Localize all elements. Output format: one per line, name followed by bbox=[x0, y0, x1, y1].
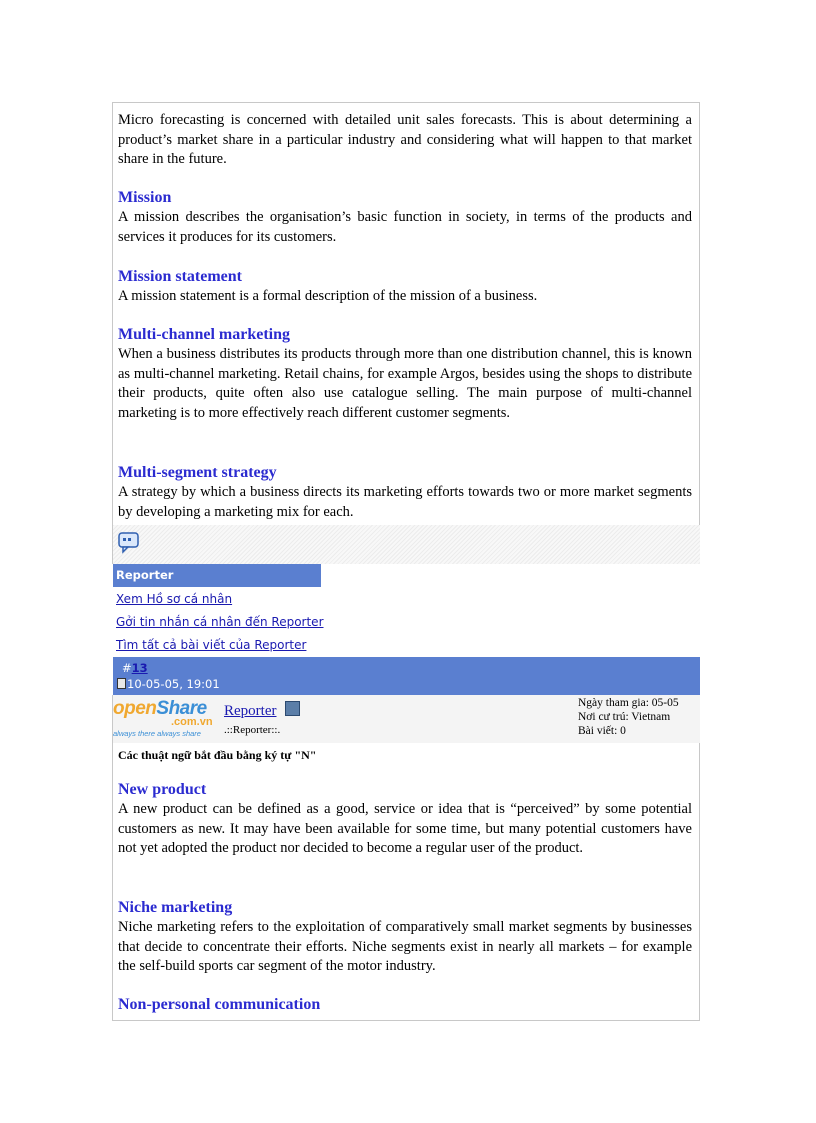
post-number: #13 bbox=[122, 661, 148, 675]
post-date: 10-05-05, 19:01 bbox=[117, 677, 220, 691]
term-entry bbox=[118, 780, 692, 859]
post-icon bbox=[117, 678, 126, 689]
view-profile-link[interactable]: Xem Hồ sơ cá nhân bbox=[116, 592, 233, 606]
post-permalink[interactable]: 13 bbox=[131, 661, 148, 675]
term-definition: A strategy by which a business directs its marketing efforts towards two or more market segments by developing a marketing mix for each. bbox=[118, 484, 692, 520]
post-subject: Các thuật ngữ bắt đầu bằng ký tự "N" bbox=[118, 748, 317, 762]
term-entry bbox=[118, 267, 692, 307]
username-link[interactable]: Reporter bbox=[224, 703, 277, 719]
term-definition: Niche marketing refers to the exploitation of comparatively small market segments by businesses that decide to concentrate their efforts. Niche segments exist in nearly all markets – for example the self-build sports car segment of the motor industry. bbox=[118, 919, 692, 974]
term-definition: A mission statement is a formal description of the mission of a business. bbox=[118, 288, 538, 304]
term-entry bbox=[118, 463, 692, 522]
term-definition: When a business distributes its products through more than one distribution channel, this is known as multi-channel marketing. Retail chains, for example Argos, besides using the shops to distribute their products, quite often also use catalogue selling. The main purpose of multi-channel marketing is to more effectively reach different customer segments. bbox=[118, 346, 692, 421]
term-heading: Mission statement bbox=[118, 268, 242, 285]
reporter-menu-header: Reporter bbox=[113, 564, 321, 587]
join-date: Ngày tham gia: 05-05 bbox=[578, 697, 679, 709]
term-entry bbox=[118, 995, 692, 1015]
term-entry bbox=[118, 325, 692, 423]
send-private-message-link[interactable]: Gởi tin nhắn cá nhân đến Reporter bbox=[116, 615, 324, 629]
term-heading: Multi-segment strategy bbox=[118, 464, 277, 481]
term-entry bbox=[118, 188, 692, 247]
term-heading: Non-personal communication bbox=[118, 996, 321, 1013]
intro-paragraph bbox=[118, 111, 692, 170]
term-heading: Niche marketing bbox=[118, 899, 233, 916]
site-logo: openShare .com.vn always there always share bbox=[113, 698, 213, 738]
term-heading: Mission bbox=[118, 189, 172, 206]
post-footer-bar bbox=[113, 525, 700, 564]
quote-reply-icon[interactable] bbox=[118, 532, 140, 554]
post-count: Bài viết: 0 bbox=[578, 725, 626, 737]
term-entry bbox=[118, 898, 692, 977]
term-heading: Multi-channel marketing bbox=[118, 326, 290, 343]
intro-text: Micro forecasting is concerned with detailed unit sales forecasts. This is about determining a product’s market share in a particular industry and considering what will happen to that market share in the future. bbox=[118, 112, 692, 167]
user-title: .::Reporter::. bbox=[224, 724, 281, 736]
term-heading: New product bbox=[118, 781, 207, 798]
term-definition: A mission describes the organisation’s basic function in society, in terms of the products and services it produces for its customers. bbox=[118, 209, 692, 245]
user-details bbox=[578, 696, 679, 738]
offline-status-icon bbox=[285, 701, 300, 716]
term-definition: A new product can be defined as a good, service or idea that is “perceived” by some potential customers as new. It may have been available for some time, but many potential customers have not yet adopted the product nor decided to become a regular user of the product. bbox=[118, 801, 692, 856]
location: Nơi cư trú: Vietnam bbox=[578, 711, 671, 723]
post-header-bar bbox=[113, 657, 700, 695]
find-all-posts-link[interactable]: Tìm tất cả bài viết của Reporter bbox=[116, 638, 307, 652]
